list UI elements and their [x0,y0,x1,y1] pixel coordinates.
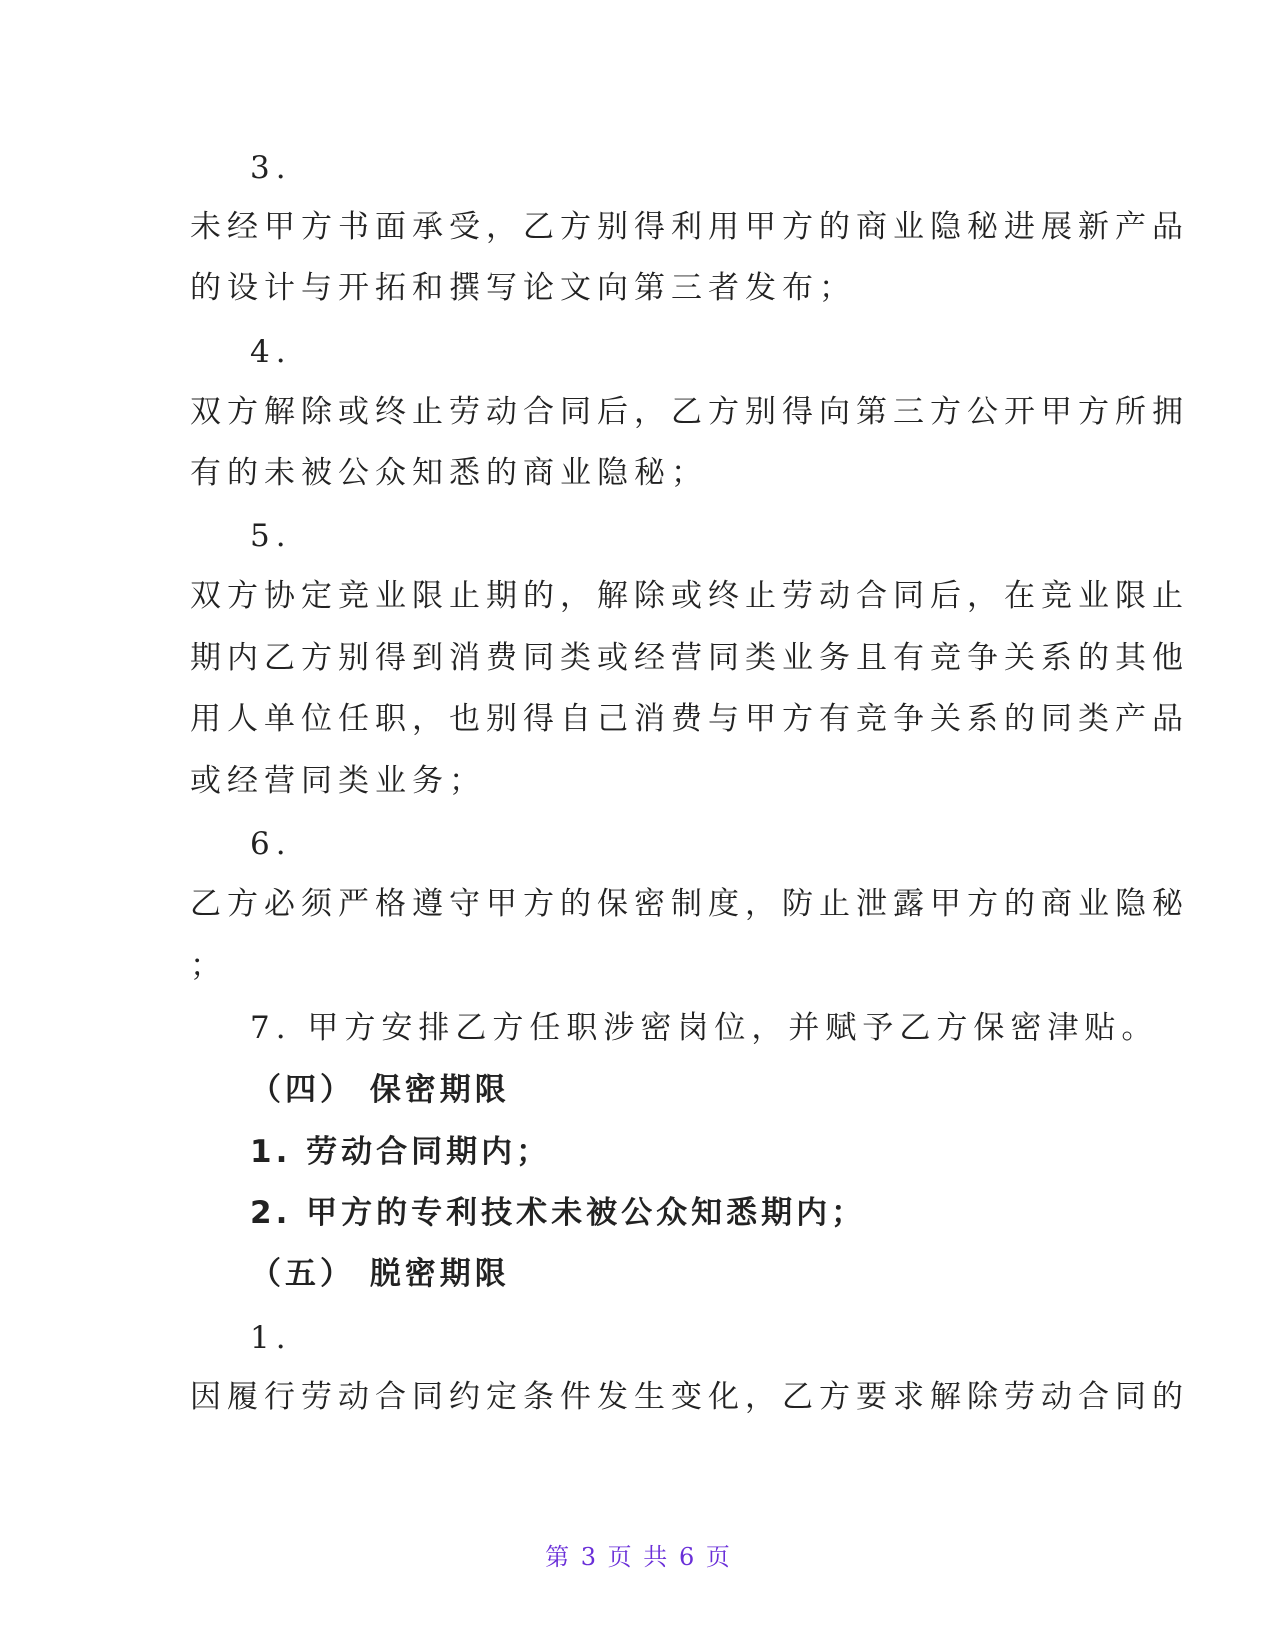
clause-4-text-line-1: 双方解除或终止劳动合同后，乙方别得向第三方公开甲方所拥 [190,394,1189,430]
period-item-2: 2. 甲方的专利技术未被公众知悉期内； [250,1195,867,1231]
clause-3-text-line-1: 未经甲方书面承受，乙方别得利用甲方的商业隐秘进展新产品 [190,209,1189,245]
clause-4-text-line-2: 有的未被公众知悉的商业隐秘； [190,455,708,491]
clause-5-text-line-1: 双方协定竞业限止期的，解除或终止劳动合同后，在竞业限止 [190,578,1189,614]
clause-5-text-line-3: 用人单位任职，也别得自己消费与甲方有竞争关系的同类产品 [190,701,1189,737]
period-item-1: 1. 劳动合同期内； [250,1134,552,1170]
declassification-item-1-text: 因履行劳动合同约定条件发生变化，乙方要求解除劳动合同的 [190,1379,1189,1415]
clause-6-text-line-2: ； [190,948,227,984]
clause-number-6: 6. [250,826,292,862]
clause-7-text: 7. 甲方安排乙方任职涉密岗位，并赋予乙方保密津贴。 [250,1010,1159,1046]
clause-number-4: 4. [250,334,292,370]
section-heading-confidentiality-period: （四） 保密期限 [250,1072,510,1108]
page-footer: 第 3 页 共 6 页 [545,1543,730,1571]
clause-number-5: 5. [250,518,292,554]
clause-3-text-line-2: 的设计与开拓和撰写论文向第三者发布； [190,270,856,306]
clause-6-text-line-1: 乙方必须严格遵守甲方的保密制度，防止泄露甲方的商业隐秘 [190,886,1189,922]
clause-5-text-line-4: 或经营同类业务； [190,763,486,799]
section-heading-declassification-period: （五） 脱密期限 [250,1256,510,1292]
clause-number-3: 3. [250,150,292,186]
clause-5-text-line-2: 期内乙方别得到消费同类或经营同类业务且有竞争关系的其他 [190,640,1189,676]
declassification-item-number-1: 1. [250,1320,292,1356]
